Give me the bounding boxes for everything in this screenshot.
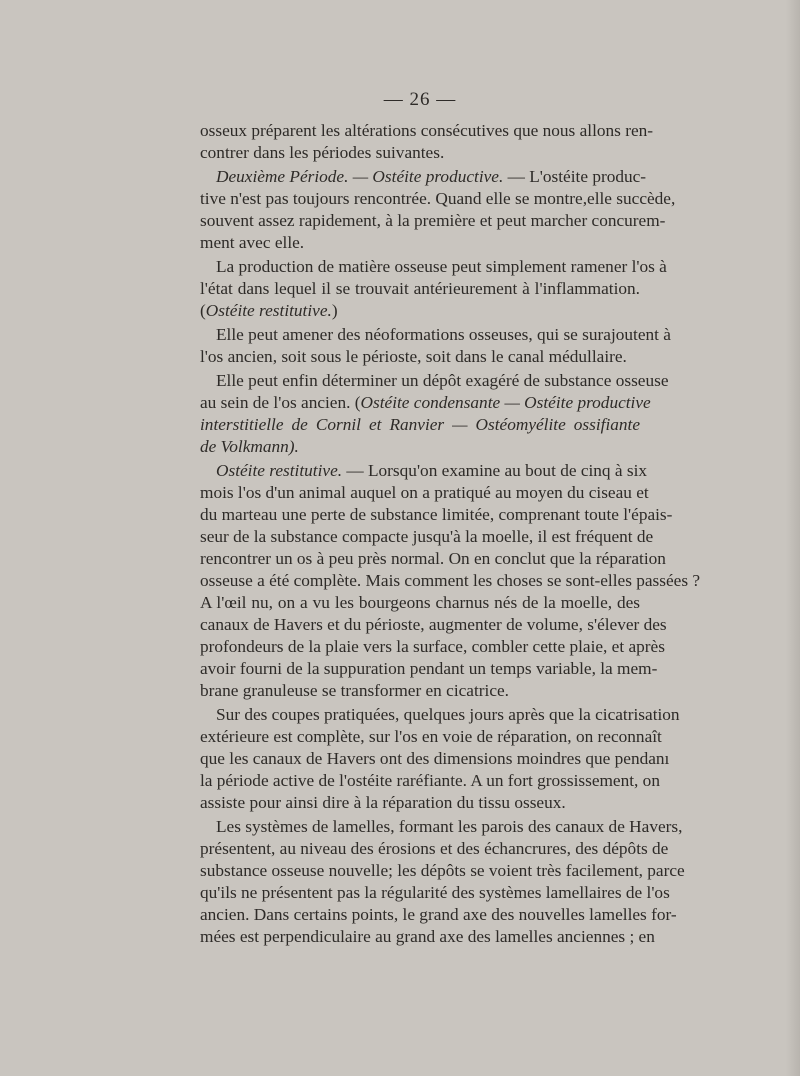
italic-text: Ostéite restitutive.	[205, 301, 332, 320]
body-text	[200, 120, 701, 948]
paragraph	[200, 460, 701, 702]
page-number: — 26 —	[383, 89, 457, 110]
italic-text: Ostéite condensante — Ostéite productive	[360, 393, 651, 412]
text-line	[200, 346, 640, 368]
text-line	[200, 526, 654, 548]
paragraph	[200, 816, 685, 948]
text-run: La production de matière osseuse peut simplement ramener l'os à	[216, 257, 667, 276]
text-line	[200, 704, 680, 726]
text-line	[200, 504, 673, 526]
text-line	[200, 460, 648, 482]
text-line	[200, 860, 685, 882]
text-line	[200, 324, 671, 346]
italic-text: interstitielle de Cornil et Ranvier — Ostéomyélite ossifiante	[200, 415, 640, 434]
text-run: canaux de Havers et du périoste, augmenter de volume, s'élever des	[200, 615, 667, 634]
text-run: ancien. Dans certains points, le grand axe des nouvelles lamelles for-	[200, 905, 677, 924]
text-run: ment avec elle.	[200, 233, 305, 252]
text-run: la période active de l'ostéite raréfiante. A un fort grossissement, on	[200, 771, 660, 790]
text-run: souvent assez rapidement, à la première et peut marcher concurem-	[200, 211, 666, 230]
text-line	[200, 300, 640, 322]
text-line	[200, 142, 640, 164]
text-run: seur de la substance compacte jusqu'à la moelle, il est fréquent de	[200, 527, 654, 546]
text-run: du marteau une perte de substance limitée, comprenant toute l'épais-	[200, 505, 673, 524]
text-run: l'os ancien, soit sous le périoste, soit dans le canal médullaire.	[200, 347, 627, 366]
text-run: A l'œil nu, on a vu les bourgeons charnus nés de la moelle, des	[200, 593, 640, 612]
italic-text: de Volkmann).	[200, 437, 299, 456]
text-run: rencontrer un os à peu près normal. On en conclut que la réparation	[200, 549, 666, 568]
text-line	[200, 636, 665, 658]
text-line	[200, 370, 669, 392]
text-line	[200, 570, 701, 592]
text-line	[200, 414, 640, 436]
italic-text: Deuxième Période. — Ostéite productive.	[216, 167, 504, 186]
text-run: au sein de l'os ancien. (	[200, 393, 361, 412]
text-run: — Lorsqu'on examine au bout de cinq à six	[342, 461, 648, 480]
page-edge-shadow	[786, 0, 800, 1076]
text-line	[200, 166, 647, 188]
text-run: (	[200, 301, 206, 320]
text-line	[200, 838, 669, 860]
text-run: osseuse a été complète. Mais comment les choses se sont-elles passées ?	[200, 571, 701, 590]
text-run: brane granuleuse se transformer en cicatrice.	[200, 681, 509, 700]
text-line	[200, 120, 654, 142]
text-run: substance osseuse nouvelle; les dépôts se voient très facilement, parce	[200, 861, 685, 880]
text-line	[200, 816, 683, 838]
text-line	[200, 436, 640, 458]
text-run: osseux préparent les altérations consécutives que nous allons ren-	[200, 121, 654, 140]
text-line	[200, 256, 667, 278]
text-line	[200, 904, 677, 926]
text-line	[200, 658, 658, 680]
text-run: mées est perpendiculaire au grand axe des lamelles anciennes ; en	[200, 927, 655, 946]
text-run: qu'ils ne présentent pas la régularité des systèmes lamellaires de l'os	[200, 883, 670, 902]
text-line	[200, 548, 666, 570]
text-run: présentent, au niveau des érosions et des échancrures, des dépôts de	[200, 839, 669, 858]
text-line	[200, 482, 649, 504]
paragraph	[200, 166, 676, 254]
text-line	[200, 614, 667, 636]
text-line	[200, 680, 640, 702]
text-run: assiste pour ainsi dire à la réparation du tissu osseux.	[200, 793, 566, 812]
text-line	[200, 882, 670, 904]
text-run: mois l'os d'un animal auquel on a pratiqué au moyen du ciseau et	[200, 483, 649, 502]
text-run: Sur des coupes pratiquées, quelques jours après que la cicatrisation	[216, 705, 680, 724]
text-run: )	[331, 301, 338, 320]
text-line	[200, 592, 640, 614]
paragraph	[200, 324, 671, 368]
text-line	[200, 926, 655, 948]
text-run: tive n'est pas toujours rencontrée. Quand elle se montre,elle succède,	[200, 189, 676, 208]
italic-text: Ostéite restitutive.	[216, 461, 343, 480]
paragraph	[200, 370, 669, 458]
text-line	[200, 748, 670, 770]
text-line	[200, 792, 640, 814]
text-run: que les canaux de Havers ont des dimensions moindres que pendanı	[200, 749, 670, 768]
paragraph	[200, 704, 680, 814]
text-run: avoir fourni de la suppuration pendant un temps variable, la mem-	[200, 659, 658, 678]
text-line	[200, 232, 640, 254]
text-run: l'état dans lequel il se trouvait antérieurement à l'inflammation.	[200, 279, 640, 298]
text-line	[200, 770, 660, 792]
text-line	[200, 278, 640, 300]
text-run: contrer dans les périodes suivantes.	[200, 143, 445, 162]
text-run: profondeurs de la plaie vers la surface, combler cette plaie, et après	[200, 637, 665, 656]
text-run: — L'ostéite produc-	[503, 167, 647, 186]
text-line	[200, 726, 662, 748]
text-line	[200, 210, 666, 232]
text-run: extérieure est complète, sur l'os en voie de réparation, on reconnaît	[200, 727, 662, 746]
text-run: Les systèmes de lamelles, formant les parois des canaux de Havers,	[216, 817, 683, 836]
text-run: Elle peut amener des néoformations osseuses, qui se surajoutent à	[216, 325, 671, 344]
paragraph	[200, 120, 654, 164]
paragraph	[200, 256, 667, 322]
text-line	[200, 392, 651, 414]
text-line	[200, 188, 676, 210]
text-run: Elle peut enfin déterminer un dépôt exagéré de substance osseuse	[216, 371, 669, 390]
